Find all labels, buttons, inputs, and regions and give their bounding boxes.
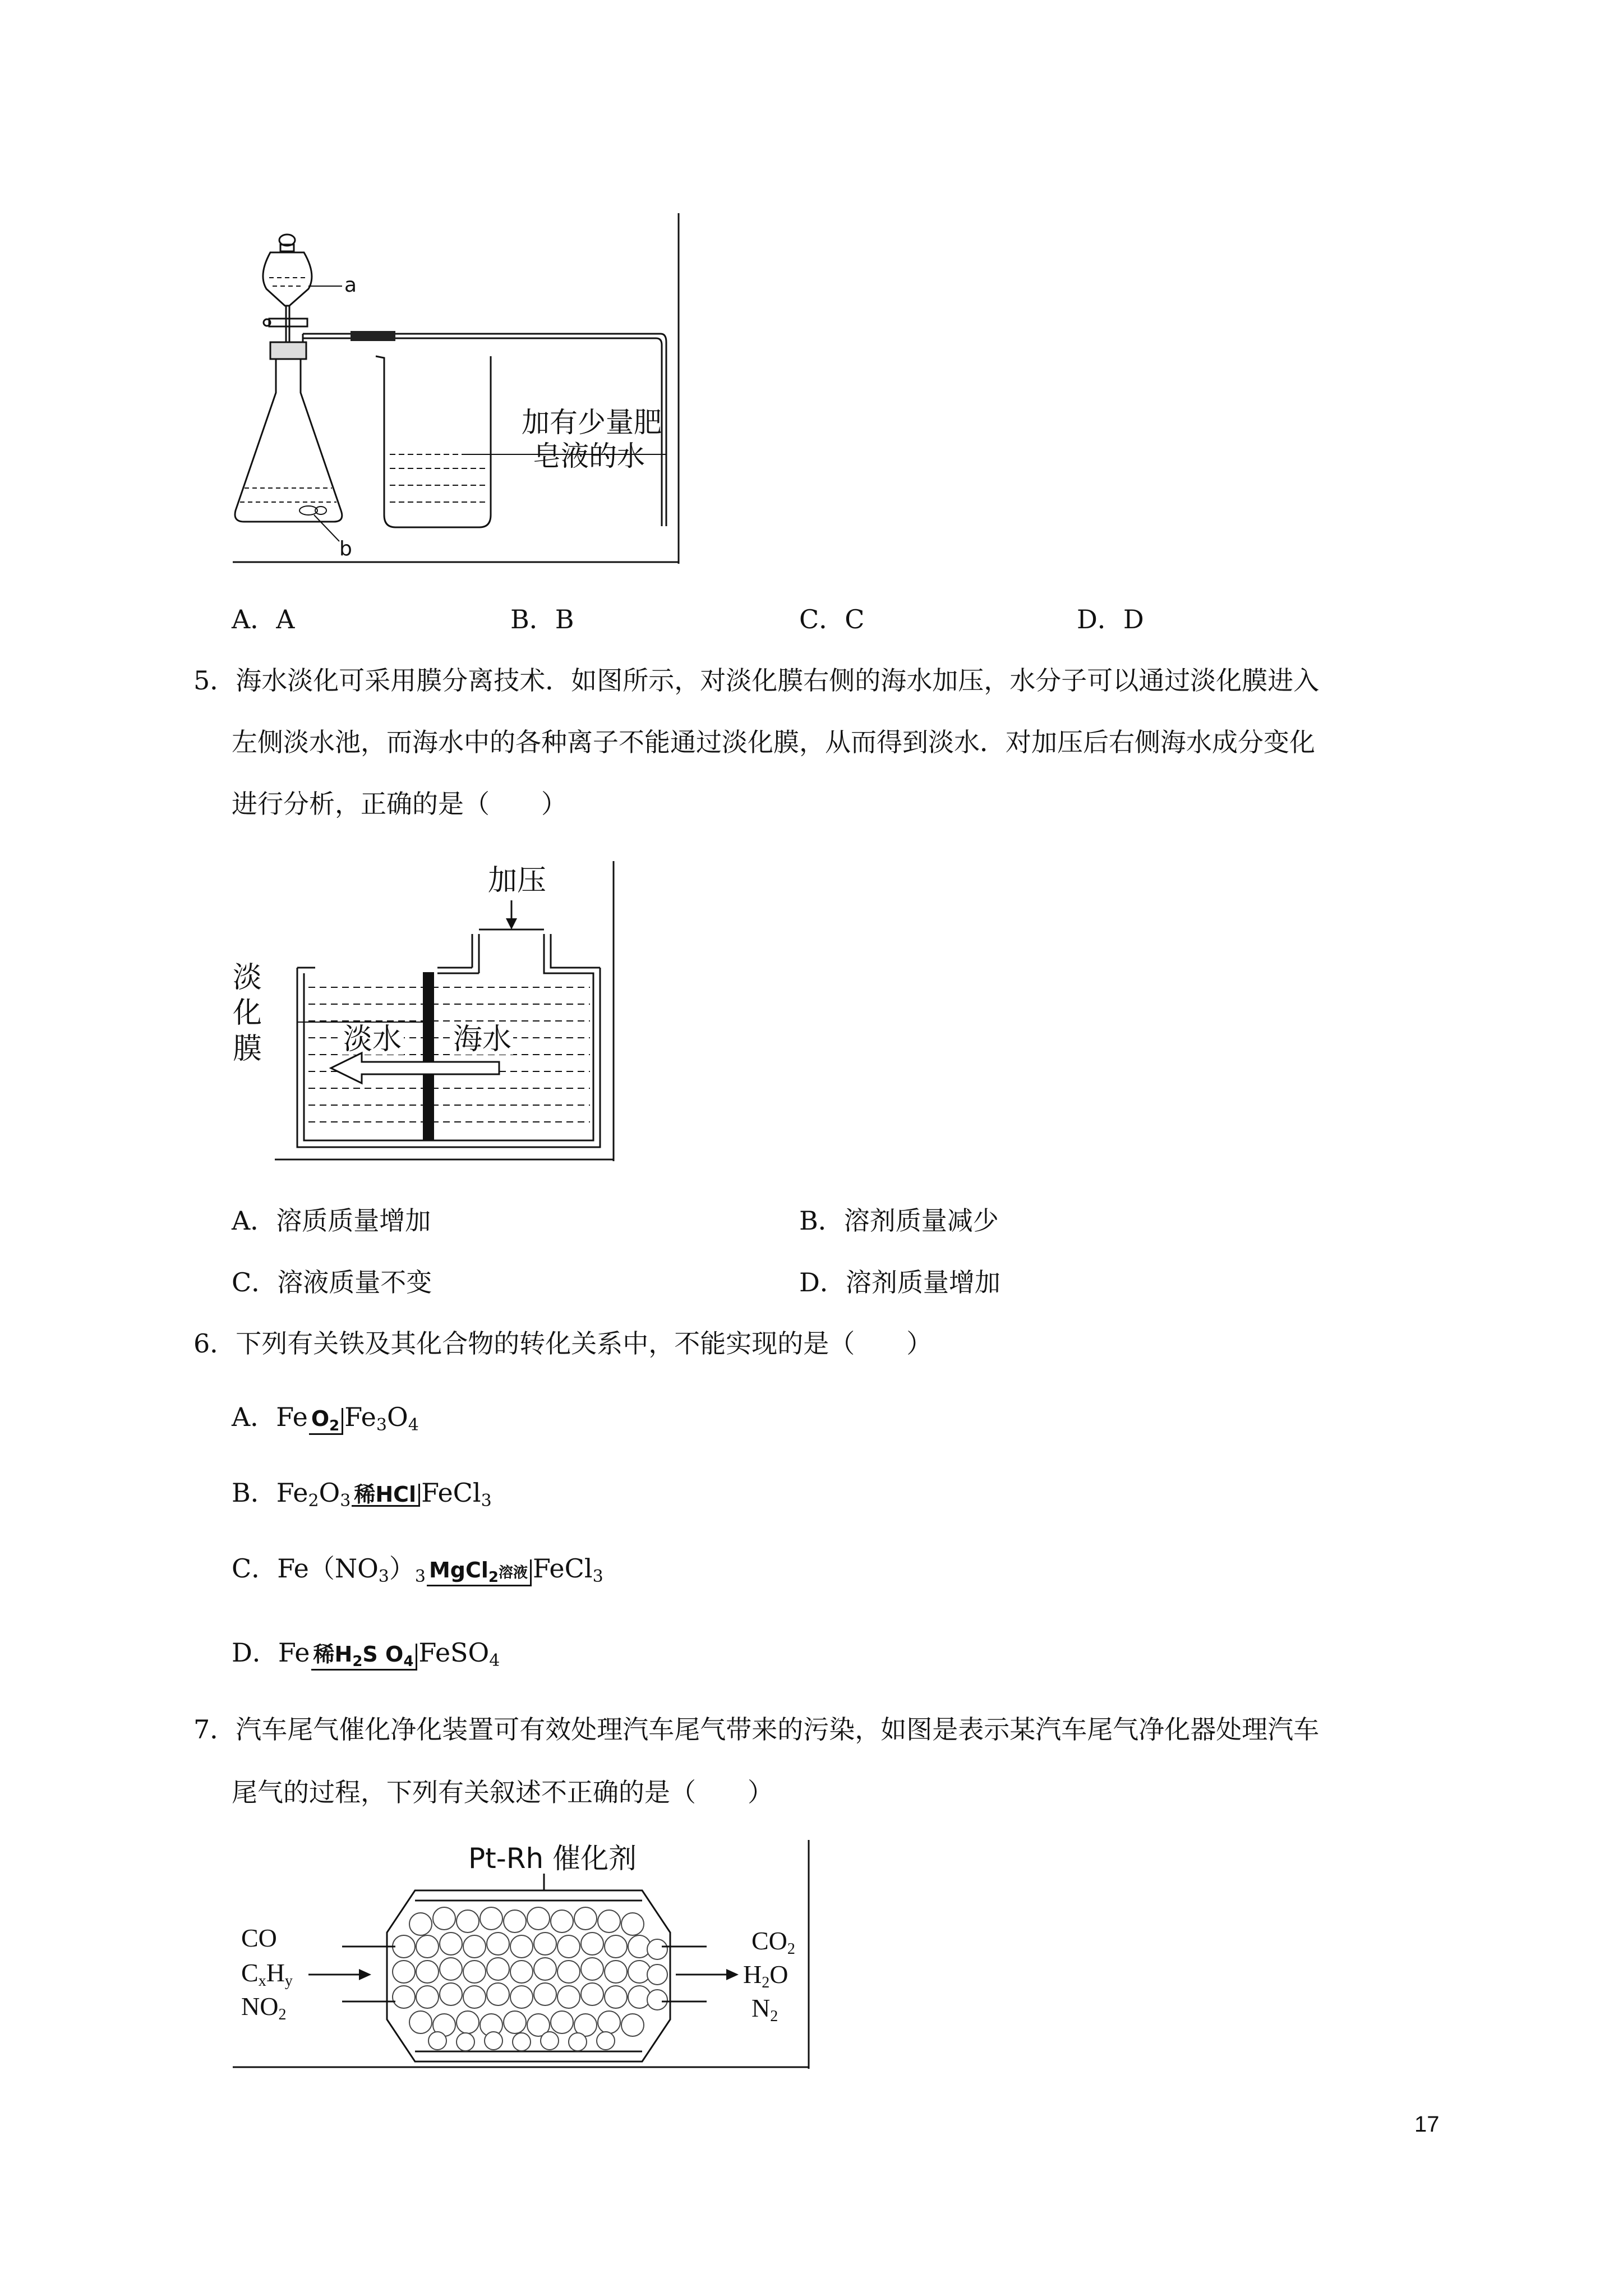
q6-b-reagent-arrow: 稀HCl (352, 1484, 420, 1507)
page-number: 17 (1414, 2112, 1440, 2137)
q4-option-c[interactable]: C．C (799, 604, 865, 634)
q6-option-a[interactable]: A．Fe $O_2$ $Fe_3O_4$ (232, 1402, 419, 1435)
q6-a-prefix: A．Fe (232, 1402, 308, 1432)
input-cxhy: CxHy (241, 1958, 293, 1990)
q6-c-reagent-arrow: MgCl$_2$溶液 (427, 1559, 532, 1586)
q7-catalytic-converter-figure (224, 1834, 819, 2076)
q4-option-a[interactable]: A．A (232, 604, 295, 634)
membrane-label-3: 膜 (233, 1032, 262, 1066)
q5-option-b[interactable]: B．溶剂质量减少 (799, 1205, 999, 1236)
catalyst-label: Pt-Rh 催化剂 (468, 1842, 637, 1875)
beaker-label-line2: 皂液的水 (533, 440, 645, 472)
q5-option-a[interactable]: A．溶质质量增加 (232, 1205, 431, 1236)
q6-option-c[interactable]: C．$Fe(NO_3)_3$ MgCl$_2$溶液 FeCl$_3$ (232, 1553, 603, 1586)
q5-option-d[interactable]: D．溶剂质量增加 (799, 1267, 1000, 1297)
output-n2: N2 (751, 1994, 778, 2025)
q7-stem-line1: 7．汽车尾气催化净化装置可有效处理汽车尾气带来的污染，如图是表示某汽车尾气净化器处理汽车 (193, 1714, 1320, 1745)
q5-stem-line1: 5．海水淡化可采用膜分离技术．如图所示，对淡化膜右侧的海水加压，水分子可以通过淡化膜进入 (193, 665, 1320, 696)
q6-stem: 6．下列有关铁及其化合物的转化关系中，不能实现的是（ ） (193, 1328, 933, 1359)
fresh-water-label: 淡水 (343, 1023, 402, 1056)
sea-water-label: 海水 (453, 1023, 512, 1056)
output-h2o: H2O (743, 1960, 789, 1991)
q5-option-c[interactable]: C．溶液质量不变 (232, 1267, 432, 1297)
q4-apparatus-figure (224, 208, 684, 567)
label-a: a (344, 274, 357, 297)
q6-option-d[interactable]: D．Fe 稀$H_2S$ $O_4$ FeSO$_4$ (232, 1637, 500, 1671)
input-co: CO (241, 1924, 277, 1952)
q6-a-reagent-arrow: $O_2$ (309, 1408, 343, 1435)
q4-option-b[interactable]: B．B (510, 604, 574, 634)
q4-option-d[interactable]: D．D (1077, 604, 1144, 634)
label-b: b (339, 537, 352, 560)
q5-stem-line2: 左侧淡水池，而海水中的各种离子不能通过淡化膜，从而得到淡水．对加压后右侧海水成分变化 (232, 727, 1315, 757)
q6-d-reagent-arrow: 稀$H_2S$ $O_4$ (311, 1644, 418, 1671)
membrane-label-1: 淡 (233, 961, 262, 995)
q5-desalination-figure (224, 855, 628, 1170)
pressure-label: 加压 (488, 864, 547, 898)
membrane-label-2: 化 (233, 996, 262, 1030)
q6-option-b[interactable]: B．$Fe_2O_3$ 稀HCl FeCl$_3$ (232, 1478, 492, 1511)
input-no2: NO2 (241, 1992, 287, 2023)
output-co2: CO2 (751, 1926, 795, 1958)
q7-stem-line2: 尾气的过程，下列有关叙述不正确的是（ ） (232, 1777, 773, 1807)
q5-stem-line3: 进行分析，正确的是（ ） (232, 789, 567, 819)
beaker-label-line1: 加有少量肥 (522, 406, 662, 439)
